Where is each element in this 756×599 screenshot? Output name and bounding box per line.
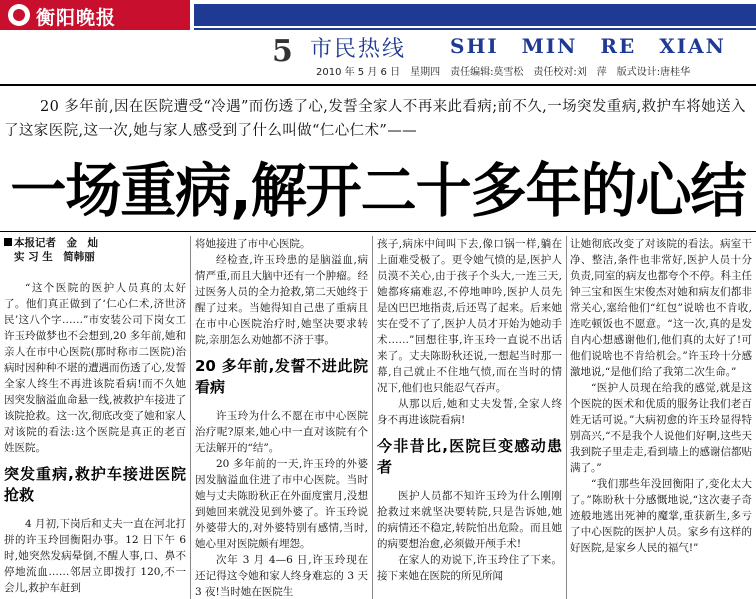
newspaper-logo-icon xyxy=(8,4,30,26)
article-paragraph: “我们那些年没回衡阳了,变化太大了。”陈盼秋十分感慨地说,“这次妻子奇迹般地逃出死神的魔掌,重获新生,多亏了中心医院的医护人员。家乡有这样的好医院,是家乡人民的福气!” xyxy=(570,478,752,554)
article-paragraph: 20 多年前的一天,许玉玲的外婆因发脑溢血住进了市中心医院。当时她与丈夫陈盼秋正在外面度蜜月,没想到她回来就没见到外婆了。许玉玲说外婆带大的,对外婆特别有感情,当时,她心里对医院颇有埋怨。 xyxy=(195,458,368,550)
article-column-1 xyxy=(4,236,186,599)
masthead-divider xyxy=(194,28,756,30)
article-paragraph: 在家人的劝说下,许玉玲住了下来。接下来她在医院的所见所闻 xyxy=(377,554,562,582)
masthead xyxy=(0,0,756,30)
article-paragraph: 医护人员都不知许玉玲为什么刚刚抢救过来就坚决要转院,只是告诉她,她的病情还不稳定,转院怕出危险。而且她的病要想治愈,必须做开颅手术! xyxy=(377,490,562,550)
byline xyxy=(4,236,186,264)
masthead-red-band xyxy=(0,0,190,30)
article-paragraph: 将她接进了市中心医院。 xyxy=(195,238,311,250)
byline-intern: 实 习 生 简韩丽 xyxy=(14,251,95,263)
page-number: 5 xyxy=(272,34,293,69)
article-subhead: 突发重病,救护车接进医院抢救 xyxy=(4,465,186,504)
article-lead: 20 多年前,因在医院遭受“冷遇”而伤透了心,发誓全家人不再来此看病;前不久,一场突发重病,救护车将她送入了这家医院,这一次,她与家人感受到了什么叫做“仁心仁术”—— xyxy=(4,99,746,139)
article-paragraph: 次年 3 月 4—6 日,许玉玲现在还记得这令她和家人终身难忘的 3 天 3 夜!当时她在医院生 xyxy=(195,554,368,598)
column-divider xyxy=(566,236,567,599)
headline-rule xyxy=(0,231,756,232)
column-divider xyxy=(372,236,373,599)
article-paragraph: 经检查,许玉玲患的是脑溢血,病情严重,而且大脑中还有一个肿瘤。经过医务人员的全力抢救,第二天她终于醒了过来。当她得知自己患了重病且在市中心医院治疗时,她坚决要求转院,亲朋怎么劝她都不济于事。 xyxy=(195,254,368,346)
article-headline: 一场重病,解开二十多年的心结 xyxy=(10,157,746,226)
article-paragraph: “医护人员现在给我的感觉,就是这个医院的医术和优质的服务让我们老百姓无话可说。”大病初愈的许玉玲显得特别高兴,“不是我个人说他们好啊,这些天我到院子里走走,看到墙上的感谢信都贴满了。” xyxy=(570,382,752,474)
article-paragraph: 许玉玲为什么不愿在市中心医院治疗呢?原来,她心中一直对该院有个无法解开的“结”。 xyxy=(195,410,368,454)
section-title-cn: 市民热线 xyxy=(310,37,407,62)
newspaper-name: 衡阳晚报 xyxy=(36,7,117,29)
article-subhead: 20 多年前,发誓不进此院看病 xyxy=(195,357,368,396)
article-paragraph: 孩子,病床中间叫下去,像口锅一样,躺在上面难受极了。更令她气愤的是,医护人员漠不关心,由于孩子个头大,一连三天,她都疼痛难忍,不停地呻吟,医护人员先是凶巴巴地指责,后还骂了起来。后来她实在受不了了,医护人员才开始为她动手术……”回想往事,许玉玲一直说不出话来了。丈夫陈盼秋还说,一想起当时那一幕,自己就止不住地气愤,而在当时的情况下,他们也只能忍气吞声。 xyxy=(377,238,562,394)
article-paragraph: “这个医院的医护人员真的太好了。他们真正做到了‘仁心仁术,济世济民’这八个字……”市安装公司下岗女工许玉玲做梦也不会想到,20 多年前,她和亲人在市中心医院(那时称市二医院)治病时因种种不堪的遭遇而伤透了心,发誓全家人终生不再进该院看病!而不久她因突发脑溢血命悬一线,被救护车接进了该院抢救。这一次,彻底改变了她和家人对该院的看法:这个医院是真正的老百姓医院。 xyxy=(4,282,186,454)
issue-credits: 2010 年 5 月 6 日 星期四 责任编辑:莫雪松 责任校对:刘 萍 版式设计:唐桂华 xyxy=(316,67,691,78)
article-paragraph: 让她彻底改变了对该院的看法。病室干净、整洁,条件也非常好,医护人员十分负责,同室的病友也都夸个不停。科主任钟三宝和医生宋俊杰对她和病友们都非常关心,塞给他们“红包”说啥也不肯收,连吃顿饭也不愿意。“这一次,真的是发自内心想感谢他们,他们真的太好了!可他们说啥也不肯给机会。”许玉玲十分感激地说,“是他们给了我第二次生命。” xyxy=(570,238,752,378)
header-rule xyxy=(0,84,756,86)
column-divider xyxy=(190,236,191,599)
article-paragraph: 从那以后,她和丈夫发誓,全家人终身不再进该院看病! xyxy=(377,398,562,426)
article-column-4 xyxy=(570,236,752,599)
masthead-blue-band xyxy=(194,4,756,26)
section-title-en: SHI MIN RE XIAN xyxy=(450,34,726,58)
article-column-3 xyxy=(377,236,562,599)
article-paragraph: 4 月初,下岗后和丈夫一直在河北打拼的许玉玲回衡阳办事。12 日下午 6 时,她突然发病晕倒,不醒人事,口、鼻不停地流血……邻居立即拨打 120,不一会儿,救护车赶到 xyxy=(4,518,186,594)
byline-reporter: 本报记者 金 灿 xyxy=(14,237,98,249)
article-subhead: 今非昔比,医院巨变感动患者 xyxy=(377,437,562,476)
article-column-2 xyxy=(195,236,368,599)
byline-square-icon xyxy=(4,238,12,246)
